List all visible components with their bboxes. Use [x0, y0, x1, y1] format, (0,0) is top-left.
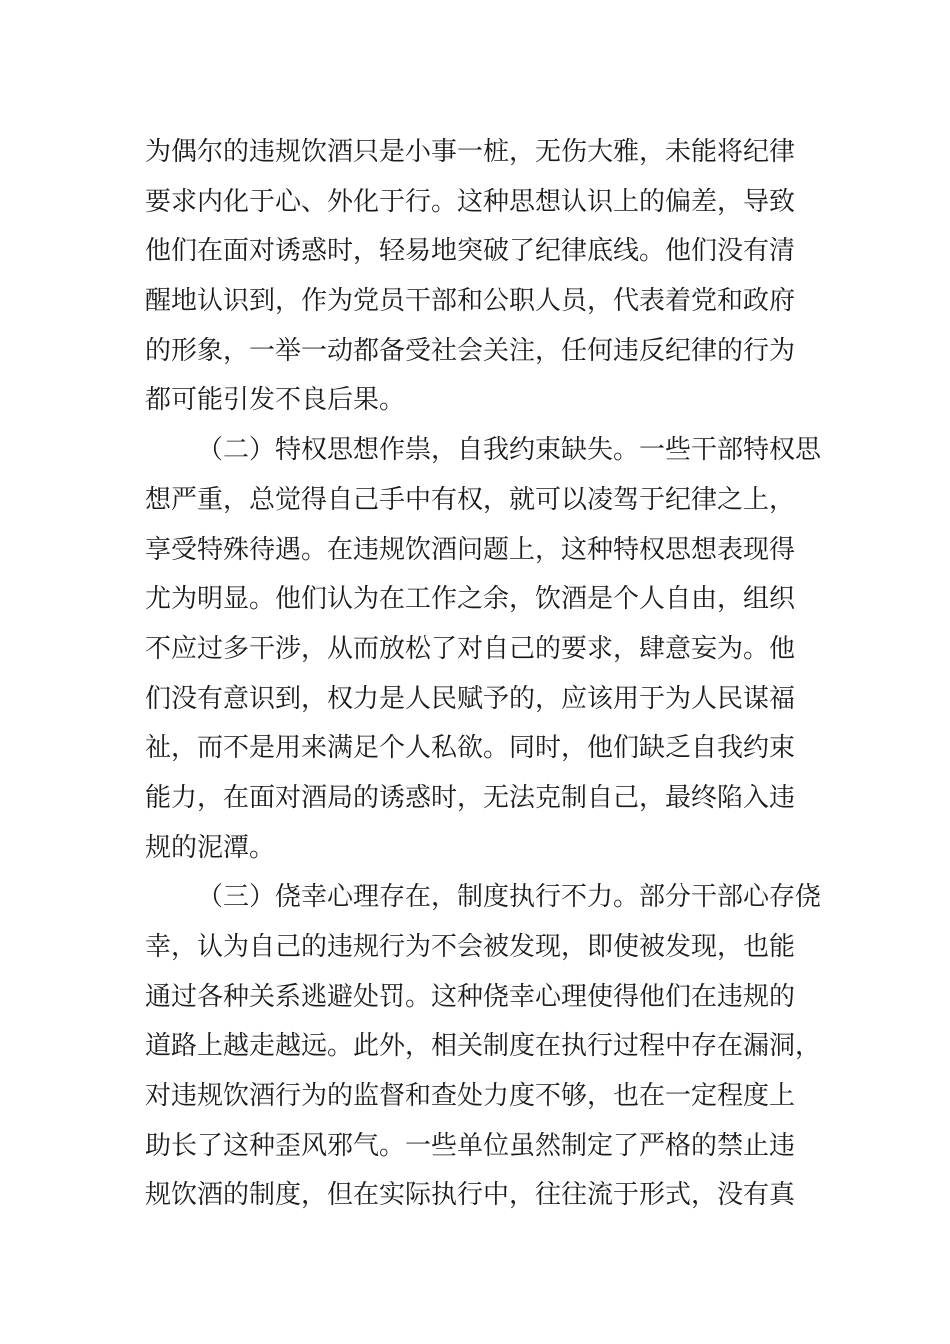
text-line: 想严重，总觉得自己手中有权，就可以凌驾于纪律之上，: [145, 484, 796, 515]
text-line: 助长了这种歪风邪气。一些单位虽然制定了严格的禁止违: [145, 1130, 796, 1161]
text-line: 祉，而不是用来满足个人私欲。同时，他们缺乏自我约束: [145, 733, 796, 764]
text-line-indented: （二）特权思想作祟，自我约束缺失。一些干部特权思: [197, 435, 822, 466]
text-line: 幸，认为自己的违规行为不会被发现，即使被发现，也能: [145, 932, 796, 962]
text-line: 道路上越走越远。此外，相关制度在执行过程中存在漏洞，: [145, 1031, 822, 1062]
paragraph: [145, 426, 822, 873]
text-line: 不应过多干涉，从而放松了对自己的要求，肆意妄为。他: [145, 633, 796, 664]
text-line: 醒地认识到，作为党员干部和公职人员，代表着党和政府: [145, 286, 796, 317]
text-line: 要求内化于心、外化于行。这种思想认识上的偏差，导致: [145, 186, 796, 217]
text-line-indented: （三）侥幸心理存在，制度执行不力。部分干部心存侥: [197, 882, 822, 913]
text-line: 对违规饮酒行为的监督和查处力度不够，也在一定程度上: [145, 1081, 796, 1112]
text-line: 们没有意识到，权力是人民赋予的，应该用于为人民谋福: [145, 683, 796, 714]
text-line: 能力，在面对酒局的诱惑时，无法克制自己，最终陷入违: [145, 782, 796, 813]
paragraph: [145, 128, 810, 426]
text-line: 享受特殊待遇。在违规饮酒问题上，这种特权思想表现得: [145, 534, 796, 565]
text-line: 为偶尔的违规饮酒只是小事一桩，无伤大雅，未能将纪律: [145, 137, 796, 167]
text-line: 通过各种关系逃避处罚。这种侥幸心理使得他们在违规的: [145, 981, 796, 1012]
text-line: 尤为明显。他们认为在工作之余，饮酒是个人自由，组织: [145, 584, 796, 615]
paragraph: [145, 873, 822, 1221]
text-line: 都可能引发不良后果。: [145, 385, 406, 416]
text-line: 规饮酒的制度，但在实际执行中，往往流于形式，没有真: [145, 1180, 796, 1211]
text-line: 规的泥潭。: [145, 832, 276, 863]
text-line: 的形象，一举一动都备受社会关注，任何违反纪律的行为: [145, 335, 796, 366]
document-body: [145, 128, 822, 1221]
text-line: 他们在面对诱惑时，轻易地突破了纪律底线。他们没有清: [145, 236, 796, 267]
